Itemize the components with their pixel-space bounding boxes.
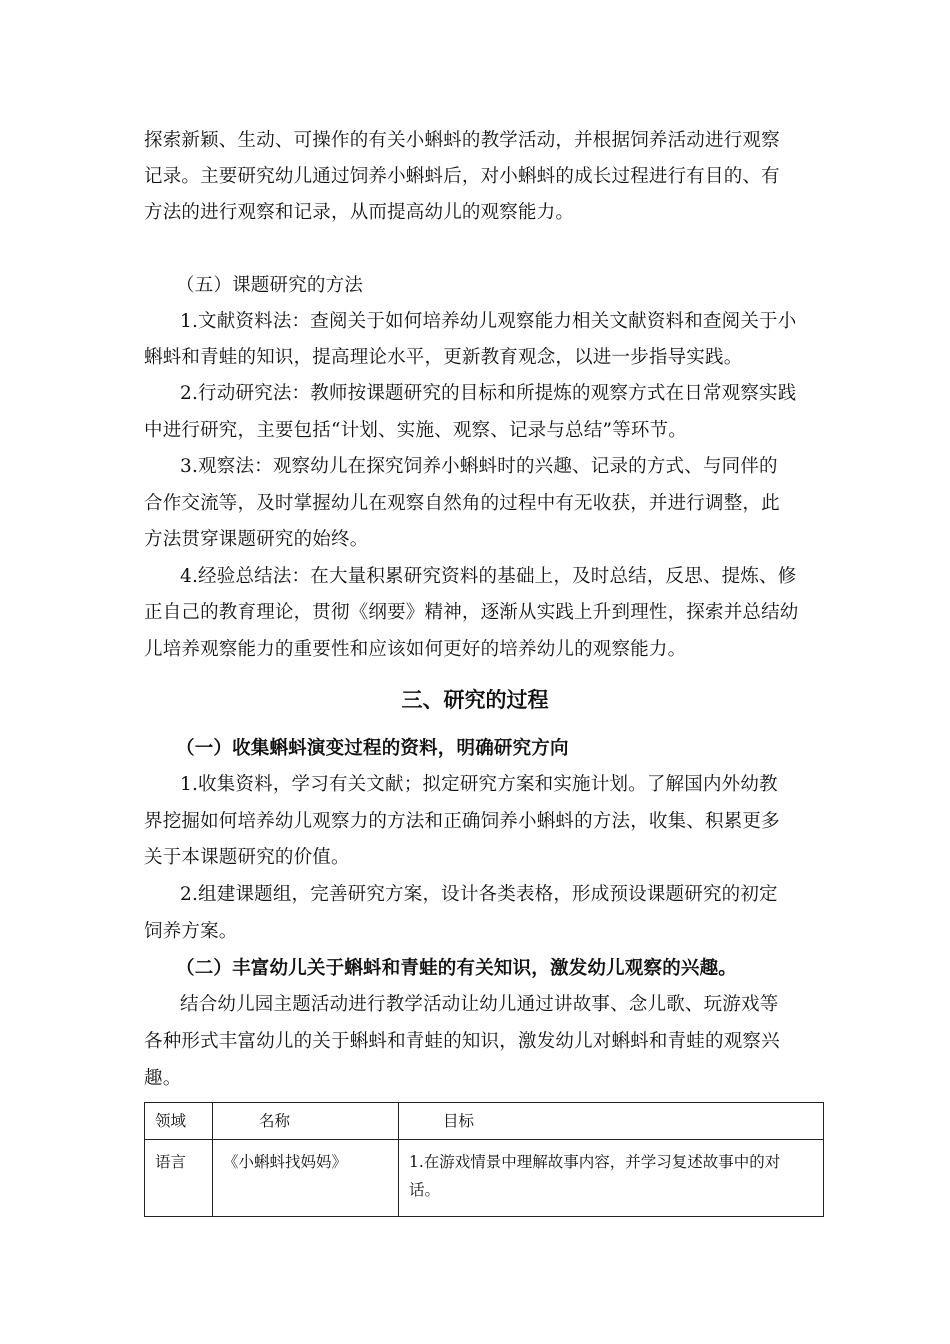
paragraph-line: 蝌蚪和青蛙的知识，提高理论水平，更新教育观念，以进一步指导实践。 [144, 347, 743, 368]
table-cell: 《小蝌蚪找妈妈》 [213, 1140, 399, 1217]
table-header-cell: 名称 [213, 1103, 399, 1140]
paragraph-line: 饲养方案。 [144, 921, 238, 942]
paragraph-line: 方法的进行观察和记录，从而提高幼儿的观察能力。 [144, 202, 575, 223]
table-header-cell: 领域 [145, 1103, 213, 1140]
paragraph-line: 4.经验总结法：在大量积累研究资料的基础上，及时总结，反思、提炼、修 [180, 566, 797, 587]
paragraph-line: 记录。主要研究幼儿通过饲养小蝌蚪后，对小蝌蚪的成长过程进行有目的、有 [144, 166, 780, 187]
goal-line: 话。 [409, 1181, 441, 1199]
paragraph-line: 趣。 [144, 1068, 182, 1089]
paragraph-line: 关于本课题研究的价值。 [144, 847, 350, 868]
activity-table [144, 1102, 824, 1217]
paragraph-line: 中进行研究，主要包括“计划、实施、观察、记录与总结”等环节。 [144, 420, 687, 441]
subsection-heading: （二）丰富幼儿关于蝌蚪和青蛙的有关知识，激发幼儿观察的兴趣。 [176, 958, 738, 979]
paragraph-line: 3.观察法：观察幼儿在探究饲养小蝌蚪时的兴趣、记录的方式、与同伴的 [180, 456, 778, 477]
paragraph-line: 1.文献资料法：查阅关于如何培养幼儿观察能力相关文献资料和查阅关于小 [180, 311, 797, 332]
paragraph-line: 界挖掘如何培养幼儿观察力的方法和正确饲养小蝌蚪的方法，收集、积累更多 [144, 811, 780, 832]
paragraph-line: 结合幼儿园主题活动进行教学活动让幼儿通过讲故事、念儿歌、玩游戏等 [180, 994, 779, 1015]
table-cell: 语言 [145, 1140, 213, 1217]
chapter-heading: 三、研究的过程 [401, 687, 549, 712]
paragraph-line: 2.组建课题组，完善研究方案，设计各类表格，形成预设课题研究的初定 [180, 884, 778, 905]
paragraph-line: 2.行动研究法：教师按课题研究的目标和所提炼的观察方式在日常观察实践 [180, 383, 797, 404]
paragraph-line: 方法贯穿课题研究的始终。 [144, 529, 369, 550]
paragraph-line: 1.收集资料，学习有关文献；拟定研究方案和实施计划。了解国内外幼教 [180, 774, 778, 795]
table-header-row [145, 1103, 824, 1140]
paragraph-line: 合作交流等，及时掌握幼儿在观察自然角的过程中有无收获，并进行调整，此 [144, 493, 780, 514]
section-heading-methods: （五）课题研究的方法 [176, 275, 364, 296]
subsection-heading: （一）收集蝌蚪演变过程的资料，明确研究方向 [176, 738, 569, 759]
table-row [145, 1140, 824, 1217]
paragraph-line: 各种形式丰富幼儿的关于蝌蚪和青蛙的知识，激发幼儿对蝌蚪和青蛙的观察兴 [144, 1031, 780, 1052]
table-header-cell: 目标 [399, 1103, 824, 1140]
table-cell-goal [399, 1140, 824, 1217]
paragraph-line: 正自己的教育理论，贯彻《纲要》精神，逐渐从实践上升到理性，探索并总结幼 [144, 602, 799, 623]
paragraph-line: 探索新颖、生动、可操作的有关小蝌蚪的教学活动，并根据饲养活动进行观察 [144, 130, 780, 151]
paragraph-line: 儿培养观察能力的重要性和应该如何更好的培养幼儿的观察能力。 [144, 639, 687, 660]
goal-line: 1.在游戏情景中理解故事内容，并学习复述故事中的对 [409, 1153, 781, 1171]
